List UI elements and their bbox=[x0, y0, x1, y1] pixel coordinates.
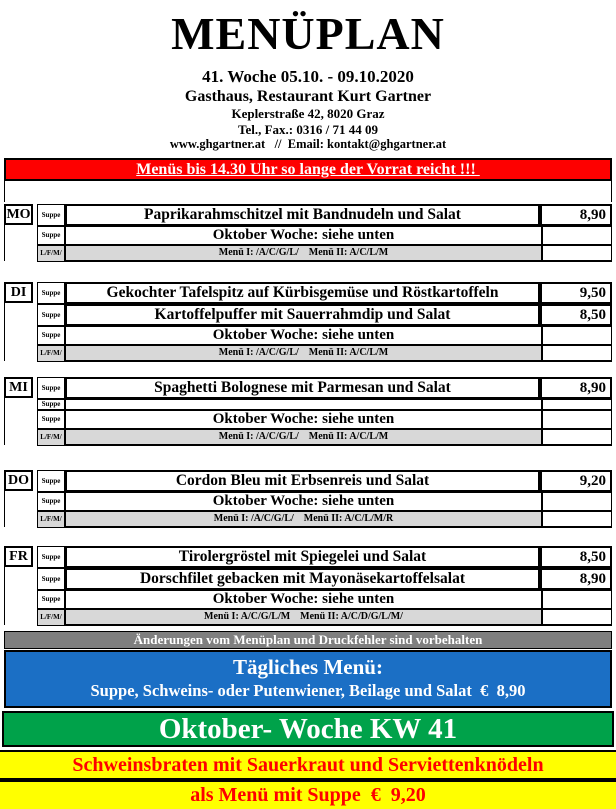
page-title: MENÜPLAN bbox=[171, 8, 445, 59]
daily-menu-description: Suppe, Schweins- oder Putenwiener, Beilage und Salat € 8,90 bbox=[90, 681, 526, 700]
restaurant-name: Gasthaus, Restaurant Kurt Gartner bbox=[184, 88, 432, 105]
day-label-di: DI bbox=[4, 282, 33, 303]
day-label-mi: MI bbox=[4, 377, 33, 398]
menu-row bbox=[37, 568, 612, 590]
restaurant-address: Keplerstraße 42, 8020 Graz bbox=[231, 106, 385, 121]
menu-row bbox=[37, 590, 612, 609]
dish-price bbox=[542, 492, 612, 511]
dish-name: Spaghetti Bolognese mit Parmesan und Salat bbox=[65, 377, 540, 399]
spacer-row bbox=[4, 181, 612, 202]
note-text: Oktober Woche: siehe unten bbox=[65, 492, 542, 511]
menu-row bbox=[37, 204, 612, 226]
day-block-mo bbox=[4, 204, 612, 262]
allergen-text: Menü I: /A/C/G/L/ Menü II: A/C/L/M bbox=[65, 245, 542, 262]
side-label: Suppe bbox=[37, 399, 65, 410]
dish-price bbox=[542, 226, 612, 245]
note-text: Oktober Woche: siehe unten bbox=[65, 326, 542, 345]
restaurant-web-email: www.ghgartner.at // Email: kontakt@ghgartner.at bbox=[169, 137, 447, 151]
note-text bbox=[65, 399, 542, 410]
side-label: Suppe bbox=[37, 410, 65, 429]
side-label: L/F/M/ bbox=[37, 609, 65, 626]
menu-row bbox=[37, 410, 612, 429]
dish-price bbox=[542, 590, 612, 609]
notice-banner: Menüs bis 14.30 Uhr so lange der Vorrat reicht !!! bbox=[4, 158, 612, 181]
menu-row bbox=[37, 326, 612, 345]
day-label-fr: FR bbox=[4, 546, 33, 567]
day-label-mo: MO bbox=[4, 204, 33, 225]
dish-price bbox=[542, 609, 612, 626]
allergen-row bbox=[37, 245, 612, 262]
allergen-row bbox=[37, 429, 612, 446]
side-label: Suppe bbox=[37, 377, 65, 399]
side-label: L/F/M/ bbox=[37, 429, 65, 446]
daily-menu-title: Tägliches Menü: bbox=[233, 655, 383, 679]
special-dish-banner: Schweinsbraten mit Sauerkraut und Serviettenknödeln bbox=[0, 750, 616, 780]
side-label: L/F/M/ bbox=[37, 245, 65, 262]
day-column bbox=[4, 546, 34, 626]
allergen-row bbox=[37, 609, 612, 626]
allergen-text: Menü I: A/C/G/L/M Menü II: A/C/D/G/L/M/ bbox=[65, 609, 542, 626]
menu-row bbox=[37, 226, 612, 245]
day-block-di bbox=[4, 282, 612, 362]
special-price-banner: als Menü mit Suppe € 9,20 bbox=[0, 780, 616, 809]
restaurant-phone: Tel., Fax.: 0316 / 71 44 09 bbox=[238, 122, 378, 137]
day-block-fr bbox=[4, 546, 612, 626]
side-label: Suppe bbox=[37, 568, 65, 590]
dish-price: 9,50 bbox=[540, 282, 612, 304]
note-text: Oktober Woche: siehe unten bbox=[65, 226, 542, 245]
allergen-row bbox=[37, 511, 612, 528]
day-label-do: DO bbox=[4, 470, 33, 491]
allergen-row bbox=[37, 345, 612, 362]
day-column bbox=[4, 470, 34, 528]
menu-row bbox=[37, 492, 612, 511]
side-label: Suppe bbox=[37, 282, 65, 304]
daily-menu-banner bbox=[4, 650, 612, 708]
side-label: Suppe bbox=[37, 204, 65, 226]
dish-price bbox=[542, 429, 612, 446]
dish-name: Cordon Bleu mit Erbsenreis und Salat bbox=[65, 470, 540, 492]
day-block-mi bbox=[4, 377, 612, 446]
special-week-banner: Oktober- Woche KW 41 bbox=[2, 711, 614, 747]
side-label: L/F/M/ bbox=[37, 345, 65, 362]
day-column bbox=[4, 282, 34, 362]
side-label: L/F/M/ bbox=[37, 511, 65, 528]
side-label: Suppe bbox=[37, 590, 65, 609]
menu-row bbox=[37, 546, 612, 568]
dish-price: 8,90 bbox=[540, 568, 612, 590]
dish-price: 8,50 bbox=[540, 304, 612, 326]
dish-price: 9,20 bbox=[540, 470, 612, 492]
week-line: 41. Woche 05.10. - 09.10.2020 bbox=[202, 67, 414, 86]
dish-name: Dorschfilet gebacken mit Mayonäsekartoffelsalat bbox=[65, 568, 540, 590]
menu-row bbox=[37, 304, 612, 326]
menu-row bbox=[37, 470, 612, 492]
dish-price bbox=[542, 345, 612, 362]
dish-name: Paprikarahmschitzel mit Bandnudeln und Salat bbox=[65, 204, 540, 226]
disclaimer-banner: Änderungen vom Menüplan und Druckfehler sind vorbehalten bbox=[4, 631, 612, 649]
day-column bbox=[4, 204, 34, 262]
dish-name: Tirolergröstel mit Spiegelei und Salat bbox=[65, 546, 540, 568]
side-label: Suppe bbox=[37, 226, 65, 245]
side-label: Suppe bbox=[37, 546, 65, 568]
side-label: Suppe bbox=[37, 326, 65, 345]
menu-row bbox=[37, 377, 612, 399]
dish-name: Gekochter Tafelspitz auf Kürbisgemüse und Röstkartoffeln bbox=[65, 282, 540, 304]
dish-price: 8,90 bbox=[540, 377, 612, 399]
menu-row bbox=[37, 399, 612, 410]
side-label: Suppe bbox=[37, 492, 65, 511]
allergen-text: Menü I: /A/C/G/L/ Menü II: A/C/L/M bbox=[65, 429, 542, 446]
dish-name: Kartoffelpuffer mit Sauerrahmdip und Salat bbox=[65, 304, 540, 326]
menu-row bbox=[37, 282, 612, 304]
dish-price bbox=[542, 326, 612, 345]
dish-price bbox=[542, 410, 612, 429]
note-text: Oktober Woche: siehe unten bbox=[65, 410, 542, 429]
allergen-text: Menü I: /A/C/G/L/ Menü II: A/C/L/M/R bbox=[65, 511, 542, 528]
dish-price: 8,50 bbox=[540, 546, 612, 568]
dish-price: 8,90 bbox=[540, 204, 612, 226]
note-text: Oktober Woche: siehe unten bbox=[65, 590, 542, 609]
day-block-do bbox=[4, 470, 612, 528]
allergen-text: Menü I: /A/C/G/L/ Menü II: A/C/L/M bbox=[65, 345, 542, 362]
side-label: Suppe bbox=[37, 304, 65, 326]
side-label: Suppe bbox=[37, 470, 65, 492]
dish-price bbox=[542, 399, 612, 410]
dish-price bbox=[542, 245, 612, 262]
day-column bbox=[4, 377, 34, 446]
dish-price bbox=[542, 511, 612, 528]
